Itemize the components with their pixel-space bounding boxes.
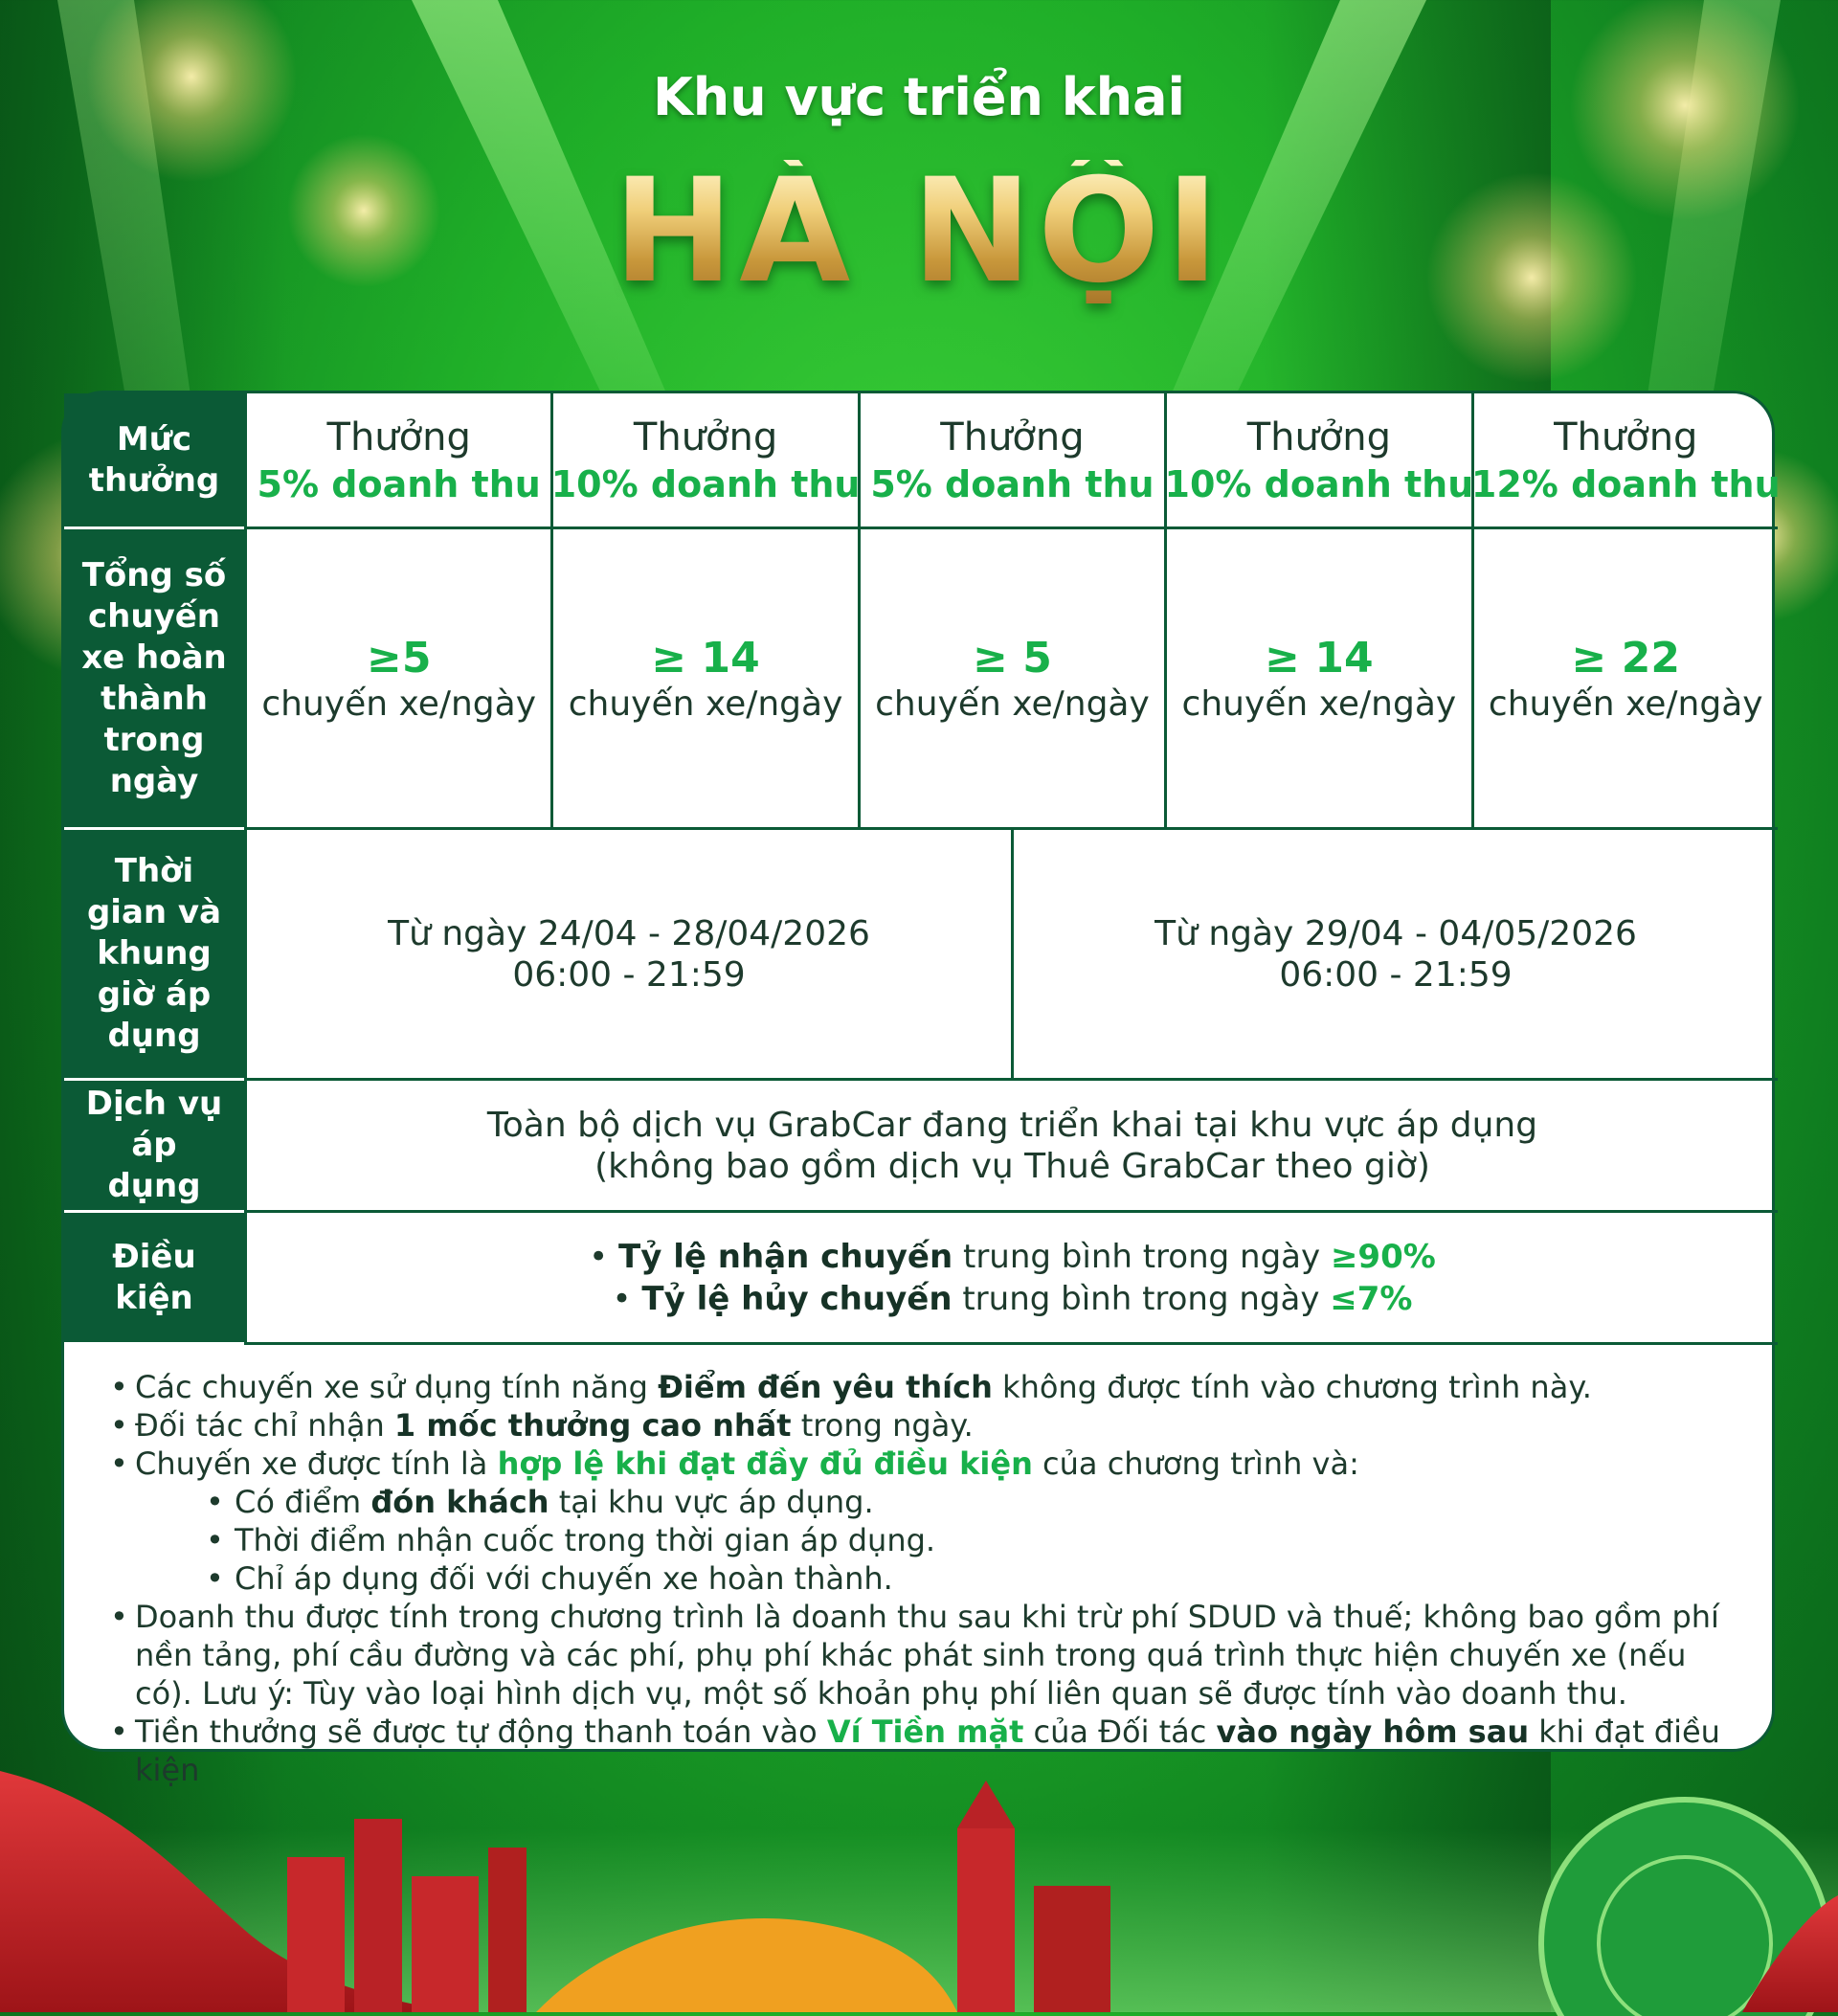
period-dates: Từ ngày 24/04 - 28/04/2026 [388,913,870,953]
service-line: Toàn bộ dịch vụ GrabCar đang triển khai tại khu vực áp dụng [486,1105,1538,1145]
term-subitem: • Có điểm đón khách tại khu vực áp dụng. [102,1483,1749,1521]
conditions-row [64,1213,1778,1345]
tier-label: Thưởng [1554,414,1698,459]
tier-cell [244,393,550,529]
term-highlight: Ví Tiền mặt [826,1714,1024,1750]
service-note: (không bao gồm dịch vụ Thuê GrabCar theo giờ) [594,1146,1430,1186]
condition-item [589,1236,1436,1278]
row-label-reward: Mức thưởng [64,393,244,529]
trips-cell [1164,529,1470,830]
bullet: • [589,1237,619,1276]
tier-cell [1164,393,1474,529]
term-highlight: Điểm đến yêu thích [658,1369,993,1405]
program-card [61,391,1781,1788]
bullet: • [612,1279,642,1318]
period-cell [244,830,1011,1081]
row-label-conditions: Điều kiện [64,1213,244,1345]
condition-metric: Tỷ lệ hủy chuyến [641,1279,953,1318]
term-item: • Tiền thưởng sẽ được tự động thanh toán vào Ví Tiền mặt của Đối tác vào ngày hôm sau khi đạt điều kiện [102,1713,1749,1789]
tier-label: Thưởng [326,414,471,459]
term-highlight: hợp lệ khi đạt đầy đủ điều kiện [497,1445,1033,1482]
term-subitem: • Thời điểm nhận cuốc trong thời gian áp dụng. [102,1521,1749,1559]
city-skyline-illustration [0,1714,1838,2012]
tier-cell [550,393,861,529]
term-subitem: • Chỉ áp dụng đối với chuyến xe hoàn thành. [102,1559,1749,1598]
row-label-service: Dịch vụ áp dụng [64,1081,244,1213]
term-item: • Doanh thu được tính trong chương trình là doanh thu sau khi trừ phí SDUD và thuế; không bao gồm phí nền tảng, phí cầu đường và các phí, phụ phí khác phát sinh trong quá trình thực hiện chuyến xe (nếu có). Lưu ý: Tùy vào loại hình dịch vụ, một số khoản phụ phí liên quan sẽ được tính vào doanh thu. [102,1598,1749,1713]
trip-unit: chuyến xe/ngày [875,683,1150,724]
trip-unit: chuyến xe/ngày [1488,683,1763,724]
term-item: • Chuyến xe được tính là hợp lệ khi đạt đầy đủ điều kiện của chương trình và: [102,1445,1749,1483]
tier-cell [858,393,1164,529]
period-hours: 06:00 - 21:59 [512,954,746,995]
condition-value: ≥90% [1330,1237,1436,1276]
row-label-time: Thời gian và khung giờ áp dụng [64,830,244,1081]
trip-unit: chuyến xe/ngày [1181,683,1457,724]
trips-cell [244,529,550,830]
trip-threshold: ≥5 [366,633,432,683]
tier-label: Thưởng [1246,414,1392,459]
subtitle: Khu vực triển khai [652,67,1186,127]
trip-threshold: ≥ 14 [1265,633,1374,683]
term-highlight: vào ngày hôm sau [1216,1714,1530,1750]
condition-item [613,1278,1413,1320]
service-cell [244,1081,1778,1213]
period-cell [1011,830,1778,1081]
condition-text: trung bình trong ngày [952,1279,1331,1318]
condition-metric: Tỷ lệ nhận chuyến [618,1237,953,1276]
trips-cell [550,529,857,830]
trips-row [64,529,1778,830]
period-dates: Từ ngày 29/04 - 04/05/2026 [1154,913,1637,953]
tier-label: Thưởng [633,414,778,459]
row-label-trips: Tổng số chuyến xe hoàn thành trong ngày [64,529,244,830]
period-hours: 06:00 - 21:59 [1279,954,1513,995]
term-highlight: 1 mốc thưởng cao nhất [393,1407,792,1444]
tier-percent: 12% doanh thu [1470,462,1781,505]
conditions-cell [244,1213,1778,1345]
term-highlight: đón khách [370,1484,549,1520]
skyline-decoration [0,1714,1838,2012]
trips-cell [858,529,1164,830]
tier-percent: 10% doanh thu [1164,462,1474,505]
tier-percent: 5% doanh thu [257,462,541,505]
service-row [64,1081,1778,1213]
trip-threshold: ≥ 5 [973,633,1052,683]
trip-unit: chuyến xe/ngày [568,683,843,724]
reward-row [64,393,1781,529]
tier-cell [1470,393,1781,529]
term-item: • Đối tác chỉ nhận 1 mốc thưởng cao nhất trong ngày. [102,1406,1749,1445]
city-title: HÀ NỘI [0,160,1838,303]
trip-unit: chuyến xe/ngày [261,683,537,724]
condition-text: trung bình trong ngày [953,1237,1331,1276]
tier-percent: 10% doanh thu [550,462,861,505]
trips-cell [1471,529,1778,830]
trip-threshold: ≥ 22 [1571,633,1680,683]
term-item: • Các chuyến xe sử dụng tính năng Điểm đến yêu thích không được tính vào chương trình này. [102,1368,1749,1406]
header [0,67,1838,315]
tier-percent: 5% doanh thu [870,462,1154,505]
condition-value: ≤7% [1330,1279,1413,1318]
reward-table [64,393,1781,1341]
trip-threshold: ≥ 14 [651,633,760,683]
tier-label: Thưởng [940,414,1085,459]
time-row [64,830,1778,1081]
